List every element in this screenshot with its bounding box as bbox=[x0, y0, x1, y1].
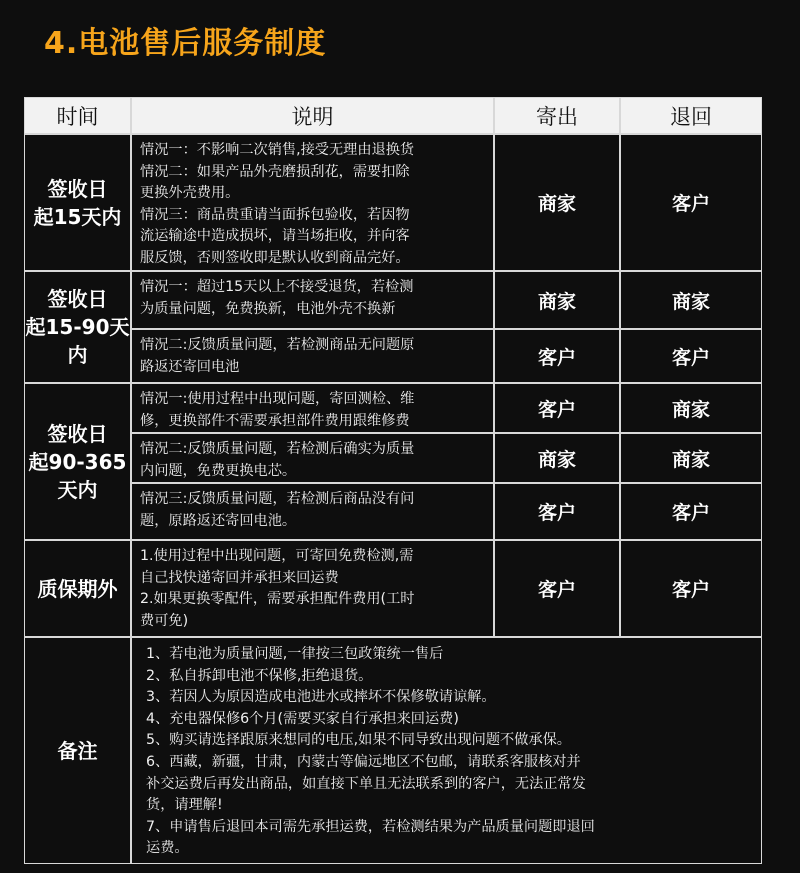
return-party: 商家 bbox=[620, 383, 762, 433]
return-party: 商家 bbox=[620, 271, 762, 329]
send-party: 客户 bbox=[494, 483, 620, 540]
send-party: 客户 bbox=[494, 540, 620, 637]
header-send: 寄出 bbox=[494, 97, 620, 134]
return-party: 客户 bbox=[620, 540, 762, 637]
remark-item: 5、购买请选择跟原来想同的电压,如果不同导致出现问题不做承保。 bbox=[146, 732, 571, 749]
remark-item: 7、申请售后退回本司需先承担运费，若检测结果为产品质量问题即退回 运费。 bbox=[146, 818, 595, 857]
remark-item: 6、西藏，新疆，甘肃，内蒙古等偏远地区不包邮，请联系客服核对并 补交运费后再发出商品，如直接下单且无法联系到的客户，无法正常发 货，请理解! bbox=[146, 753, 586, 814]
period-within-15-days: 签收日 起15天内 bbox=[24, 134, 131, 271]
header-time: 时间 bbox=[24, 97, 131, 134]
remarks-list bbox=[131, 637, 762, 864]
policy-description: 情况一:使用过程中出现问题，寄回测检、维 修，更换部件不需要承担部件费用跟维修费 bbox=[131, 383, 494, 433]
remark-item: 1、若电池为质量问题,一律按三包政策统一售后 bbox=[146, 646, 444, 662]
policy-description: 情况二:反馈质量问题，若检测商品无问题原 路返还寄回电池 bbox=[131, 329, 494, 383]
header-return: 退回 bbox=[620, 97, 762, 134]
send-party: 商家 bbox=[494, 134, 620, 271]
policy-description: 情况三:反馈质量问题，若检测后商品没有问 题，原路返还寄回电池。 bbox=[131, 483, 494, 540]
period-90-365-days: 签收日 起90-365 天内 bbox=[24, 383, 131, 540]
send-party: 客户 bbox=[494, 383, 620, 433]
policy-description: 情况二:反馈质量问题，若检测后确实为质量 内问题，免费更换电芯。 bbox=[131, 433, 494, 483]
policy-description: 情况一：超过15天以上不接受退货，若检测 为质量问题，免费换新，电池外壳不换新 bbox=[131, 271, 494, 329]
return-party: 客户 bbox=[620, 134, 762, 271]
period-out-of-warranty: 质保期外 bbox=[24, 540, 131, 637]
remark-item: 2、私自拆卸电池不保修,拒绝退货。 bbox=[146, 667, 373, 684]
return-party: 客户 bbox=[620, 483, 762, 540]
period-15-90-days: 签收日 起15-90天 内 bbox=[24, 271, 131, 383]
return-party: 商家 bbox=[620, 433, 762, 483]
remarks-label: 备注 bbox=[24, 637, 131, 864]
policy-description: 情况一：不影响二次销售,接受无理由退换货 情况二：如果产品外壳磨损刮花，需要扣除 更换外壳费用。 情况三：商品贵重请当面拆包验收，若因物 流运输途中造成损坏，请当场拒收，并向客 服反馈，否则签收即是默认收到商品完好。 bbox=[131, 134, 494, 271]
remark-item: 3、若因人为原因造成电池进水或摔坏不保修敬请谅解。 bbox=[146, 689, 496, 706]
send-party: 客户 bbox=[494, 329, 620, 383]
header-description: 说明 bbox=[131, 97, 494, 134]
send-party: 商家 bbox=[494, 271, 620, 329]
page-title: 4.电池售后服务制度 bbox=[44, 26, 327, 61]
policy-description: 1.使用过程中出现问题，可寄回免费检测,需 自己找快递寄回并承担来回运费 2.如果更换零配件，需要承担配件费用(工时 费可免) bbox=[131, 540, 494, 637]
return-party: 客户 bbox=[620, 329, 762, 383]
remark-item: 4、充电器保修6个月(需要买家自行承担来回运费) bbox=[146, 710, 459, 727]
send-party: 商家 bbox=[494, 433, 620, 483]
